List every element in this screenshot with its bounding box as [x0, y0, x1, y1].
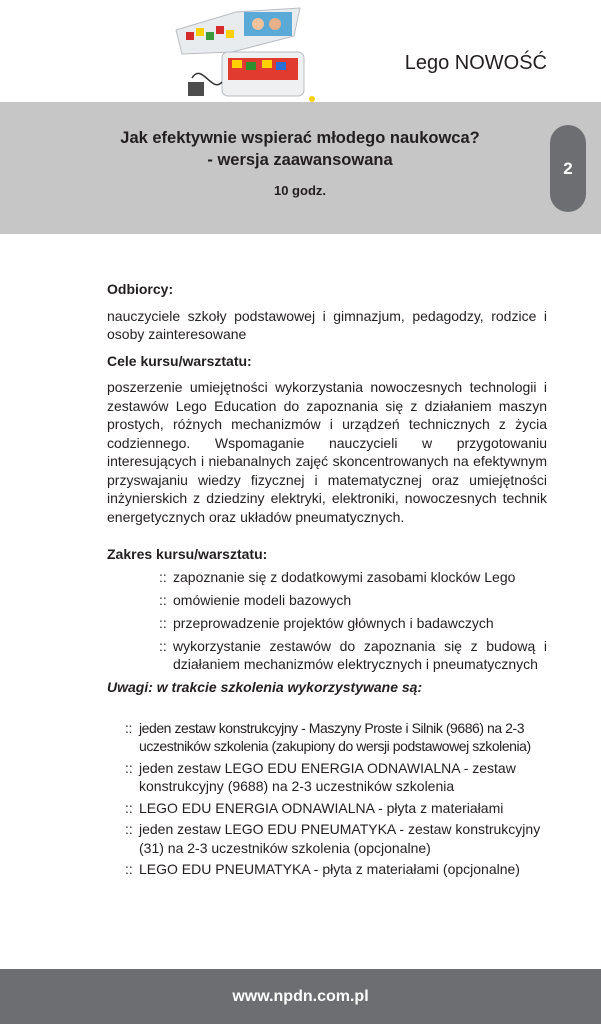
bullet-marker: :: [159, 637, 167, 654]
list-item [159, 614, 547, 633]
list-item [125, 820, 547, 857]
bullet-marker: :: [159, 568, 167, 585]
bullet-marker: :: [125, 759, 133, 776]
list-item-text: przeprowadzenie projektów głównych i badawczych [173, 614, 494, 631]
list-item [159, 568, 547, 587]
list-item-text: jeden zestaw LEGO EDU ENERGIA ODNAWIALNA - zestaw konstrukcyjny (9688) na 2-3 uczestników szkolenia [139, 759, 516, 794]
list-item [125, 860, 547, 879]
notes-heading: Uwagi: w trakcie szkolenia wykorzystywane są: [107, 679, 423, 695]
list-item [159, 637, 547, 674]
bullet-marker: :: [125, 719, 132, 736]
audience-heading: Odbiorcy: [107, 281, 174, 297]
goals-text: poszerzenie umiejętności wykorzystania nowoczesnych technologii i zestawów Lego Education do zapoznania się z działaniem maszyn prostych, różnych mechanizmów i urządzeń technicznych z życia codziennego. Wspomaganie nauczycieli w przygotowaniu interesujących i niebanalnych zajęć skoncentrowanych na efektywnym przyswajaniu wiedzy fizycznej i matematycznej oraz umiejętności inżynierskich z dziedziny elektryki, elektroniki, nowoczesnych technik energetycznych oraz układów pneumatycznych. [107, 379, 547, 525]
lego-box-image [172, 2, 322, 102]
course-hours: 10 godz. [273, 183, 326, 198]
goals-heading: Cele kursu/warsztatu: [107, 352, 252, 369]
bullet-marker: :: [125, 799, 133, 816]
list-item [125, 759, 547, 796]
page-number: 2 [563, 158, 573, 178]
list-item-text: omówienie modeli bazowych [173, 591, 352, 608]
course-title-line2: - wersja zaawansowana [207, 151, 393, 169]
course-title-line1: Jak efektywnie wspierać młodego naukowca? [120, 129, 480, 147]
list-item-text: jeden zestaw konstrukcyjny - Maszyny Proste i Silnik (9686) na 2-3 uczestników szkolenia (zakupiony do wersji podstawowej szkolenia) [139, 719, 531, 754]
page-number-tab [550, 125, 586, 212]
list-item-text: zapoznanie się z dodatkowymi zasobami klocków Lego [173, 568, 516, 585]
bullet-marker: :: [125, 821, 133, 837]
course-title [90, 127, 510, 171]
list-item-text: wykorzystanie zestawów do zapoznania się z budową i działaniem mechanizmów elektrycznych i pneumatycznych [173, 637, 547, 672]
list-item [125, 799, 547, 818]
scope-list [159, 568, 547, 674]
bullet-marker: :: [159, 614, 167, 631]
list-item-text: LEGO EDU ENERGIA ODNAWIALNA - płyta z materiałami [139, 799, 504, 816]
list-item-text: LEGO EDU PNEUMATYKA - płyta z materiałami (opcjonalne) [139, 861, 520, 877]
bullet-marker: :: [159, 591, 167, 608]
list-item [159, 591, 547, 610]
scope-heading: Zakres kursu/warsztatu: [107, 546, 268, 562]
list-item [125, 719, 547, 756]
tools-list [125, 719, 547, 879]
list-item-text: jeden zestaw LEGO EDU PNEUMATYKA - zestaw konstrukcyjny (31) na 2-3 uczestników szkolenia (opcjonalne) [139, 821, 541, 856]
bullet-marker: :: [125, 861, 133, 877]
audience-text: nauczyciele szkoły podstawowej i gimnazjum, pedagodzy, rodzice i osoby zainteresowane [107, 307, 547, 342]
brand-title: Lego NOWOŚĆ [404, 52, 547, 74]
website-link[interactable]: www.npdn.com.pl [232, 987, 369, 1005]
course-content [107, 280, 547, 882]
footer-bar [0, 969, 601, 1024]
